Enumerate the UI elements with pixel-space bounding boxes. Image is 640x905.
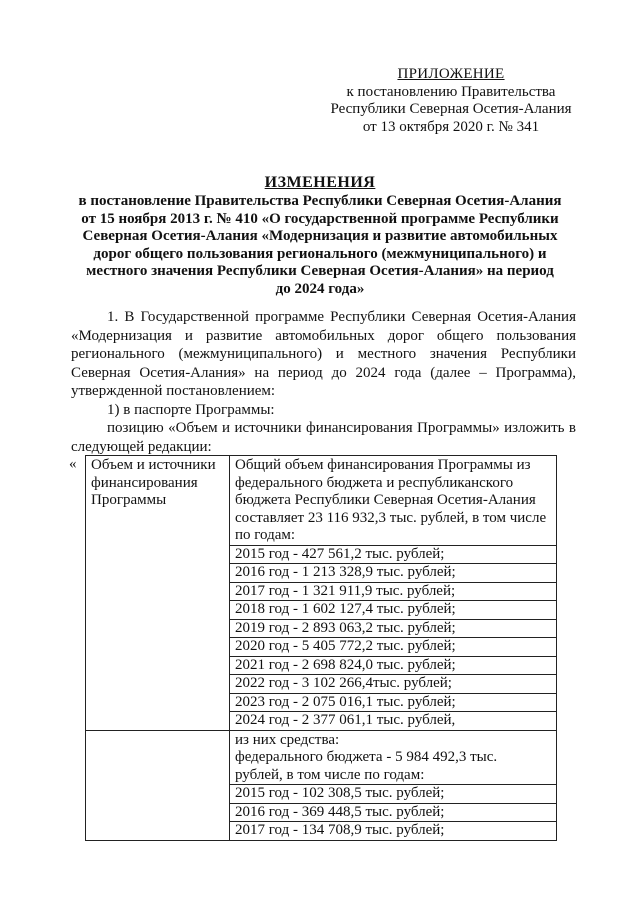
table-empty-cell	[86, 730, 230, 840]
document-heading	[60, 174, 580, 298]
table-row	[86, 456, 557, 731]
heading-line: в постановление Правительства Республики Северная Осетия-Алания	[78, 193, 562, 209]
paragraph-2: 1) в паспорте Программы:	[107, 401, 275, 418]
year-row: 2024 год - 2 377 061,1 тыс. рублей,	[235, 712, 456, 728]
table-federal-cell	[230, 730, 557, 840]
document-body	[71, 308, 576, 456]
table-label-cell: Объем и источники финансирования Программы	[86, 456, 230, 731]
heading-line: до 2024 года»	[275, 280, 365, 297]
appendix-line: от 13 октября 2020 г. № 341	[362, 118, 540, 135]
year-row: 2018 год - 1 602 127,4 тыс. рублей;	[230, 601, 556, 620]
year-row: 2019 год - 2 893 063,2 тыс. рублей;	[230, 620, 556, 639]
year-row: 2016 год - 369 448,5 тыс. рублей;	[230, 804, 556, 823]
appendix-line: Республики Северная Осетия-Алания	[330, 101, 572, 117]
paragraph-1: 1. В Государственной программе Республики Северная Осетия-Алания «Модернизация и развитие автомобильных дорог общего пользования регионального (межмуниципального) и местного значения Республики Северная Осетия-Алания» на период до 2024 года (далее – Программа), утвержденной постановлением:	[71, 309, 576, 399]
table-total-cell	[230, 456, 557, 731]
year-row: 2017 год - 1 321 911,9 тыс. рублей;	[230, 583, 556, 602]
year-row: 2015 год - 102 308,5 тыс. рублей;	[230, 785, 556, 804]
total-intro-line: бюджета Республики Северная Осетия-Алания	[235, 492, 536, 508]
heading-line: местного значения Республики Северная Осетия-Алания» на период	[86, 263, 554, 279]
heading-line: от 15 ноября 2013 г. № 410 «О государственной программе Республики	[81, 210, 559, 227]
heading-title: ИЗМЕНЕНИЯ	[264, 174, 376, 191]
federal-intro-line: федерального бюджета - 5 984 492,3 тыс.	[235, 749, 498, 765]
appendix-line: к постановлению Правительства	[346, 83, 556, 100]
appendix-title: ПРИЛОЖЕНИЕ	[397, 66, 505, 82]
appendix-header	[326, 66, 576, 136]
year-row: 2020 год - 5 405 772,2 тыс. рублей;	[230, 638, 556, 657]
total-intro-line: составляет 23 116 932,3 тыс. рублей, в том числе	[235, 509, 547, 526]
federal-intro-line: из них средства:	[235, 731, 340, 748]
year-row: 2017 год - 134 708,9 тыс. рублей;	[235, 822, 445, 838]
financing-table	[85, 455, 557, 841]
year-row: 2015 год - 427 561,2 тыс. рублей;	[230, 546, 556, 565]
heading-line: дорог общего пользования регионального (межмуниципального) и	[93, 245, 547, 262]
year-row: 2016 год - 1 213 328,9 тыс. рублей;	[230, 564, 556, 583]
paragraph-3: позицию «Объем и источники финансирования Программы» изложить в следующей редакции:	[71, 420, 576, 455]
year-row: 2023 год - 2 075 016,1 тыс. рублей;	[230, 694, 556, 713]
heading-line: Северная Осетия-Алания «Модернизация и развитие автомобильных	[82, 228, 558, 244]
total-intro-line: по годам:	[230, 527, 556, 546]
year-row: 2022 год - 3 102 266,4тыс. рублей;	[230, 675, 556, 694]
open-quote: «	[69, 456, 77, 472]
year-row: 2021 год - 2 698 824,0 тыс. рублей;	[230, 657, 556, 676]
table-row	[86, 730, 557, 840]
total-intro-line: федерального бюджета и республиканского	[235, 474, 514, 491]
total-intro-line: Общий объем финансирования Программы из	[235, 457, 531, 473]
federal-intro-line: рублей, в том числе по годам:	[230, 767, 556, 786]
